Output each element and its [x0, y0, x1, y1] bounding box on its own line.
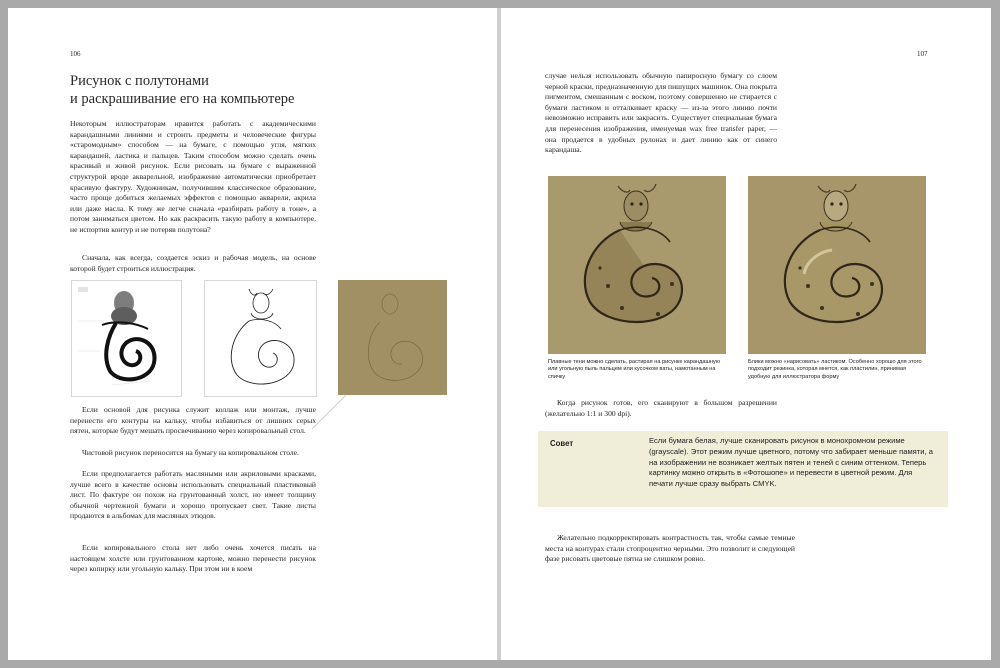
caption-right: Блики можно «нарисовать» ластиком. Особенно хорошо для этого подходит резинка, которая мнется, как пластилин, принимая удобную для иллюстратора форму	[748, 359, 922, 380]
scan-paragraph: Когда рисунок готов, его сканируют в большом разрешении (желательно 1:1 и 300 dpi).	[545, 398, 777, 418]
collage-sketch-image	[71, 280, 182, 397]
right-page	[501, 8, 991, 660]
contrast-paragraph: Желательно подкорректировать контрастность так, чтобы самые темные места на контурах стали стопроцентно черными. Это позволит и следующей фазе рисовать цветовые пятна не слишком ровно.	[545, 533, 795, 564]
tip-label: Совет	[550, 439, 574, 448]
heading-line: Рисунок с полутонами	[70, 73, 209, 89]
page-number: 106	[70, 50, 81, 58]
page-heading	[70, 72, 400, 108]
intro-paragraph: Некоторым иллюстраторам нравится работать с академическими карандашными линиями и строить предметы и человеческие фигуры «старомодным» способом — на бумаге, с помощью угля, мягких карандашей, ластика и пальцев. Таким способом можно сделать очень красивый и живой рисунок. Если рисовать на бумаге с выраженной структурой вроде акварельной, изображение автоматически приобретает красивую фактуру. Художникам, получившим классическое образование, часто проще добиться желаемых эффектов с помощью акварели, акрила или даже масла. К тому же легче сначала «разбирать работу в тоне», а потом заниматься цветом. Но как раскрасить такую работу в компьютере, не испортив контур и не потеряв полутона?	[70, 119, 316, 234]
page-number: 107	[917, 50, 928, 58]
collage-paragraph: Если основой для рисунка служит коллаж или монтаж, лучше перенести его контуры на кальку, чтобы избавиться от лишних серых пятен, которые будут мешать просвечиванию через копировальный стол.	[70, 405, 316, 436]
heading-line: и раскрашивание его на компьютере	[70, 91, 295, 107]
oil-paint-paragraph: Если предполагается работать масляными или акриловыми красками, лучше всего в качестве основы использовать специальный пластиковый лист. По фактуре он похож на грунтованный холст, но имеет толщину обычной чертежной бумаги и хорошо пропускает свет. Такие листы продаются в альбомах для масляных этюдов.	[70, 469, 316, 521]
line-sketch-image	[204, 280, 317, 397]
continuation-paragraph: случае нельзя использовать обычную папиросную бумагу со слоем черной краски, предназначенную для пишущих машинок. Она покрыта пигментом, смешанным с воском, поэтому совершенно не стирается с бумаги ластиком и отталкивает краску — из-за этого линию почти невозможно исправить или закрасить. Существует специальная бумага для перенесения изображения, именуемая wax free transfer paper, — она продается в удобных рулонах и дает линию как от синего карандаша.	[545, 71, 777, 155]
highlighted-drawing-image	[748, 176, 926, 354]
tip-text: Если бумага белая, лучше сканировать рисунок в монохромном режиме (grayscale). Этот режим лучше цветного, потому что забирает меньше памяти, а на изображении не возникает желтых пятен и теней с синим оттенком. Теперь картинку можно открыть в «Фотошопе» и перевести в цветной режим. Для печати лучше сразу выбрать CMYK.	[649, 436, 933, 489]
left-page	[8, 8, 497, 660]
shaded-drawing-image	[548, 176, 726, 354]
caption-left: Плавные тени можно сделать, растирая на рисунке карандашную или угольную пыль пальцем или кусочком ваты, намотанным на спичку	[548, 359, 721, 380]
sketch-paragraph: Сначала, как всегда, создается эскиз и рабочая модель, на основе которой будет строиться иллюстрация.	[70, 253, 316, 273]
transferred-drawing-image	[338, 280, 447, 395]
copy-paragraph: Если копировального стола нет либо очень хочется писать на настоящем холсте или грунтованном картоне, можно перенести рисунок через копирку или угольную кальку. При этом ни в коем	[70, 543, 316, 574]
tip-box	[538, 431, 948, 507]
clean-drawing-paragraph: Чистовой рисунок переносится на бумагу на копировальном столе.	[82, 448, 299, 457]
